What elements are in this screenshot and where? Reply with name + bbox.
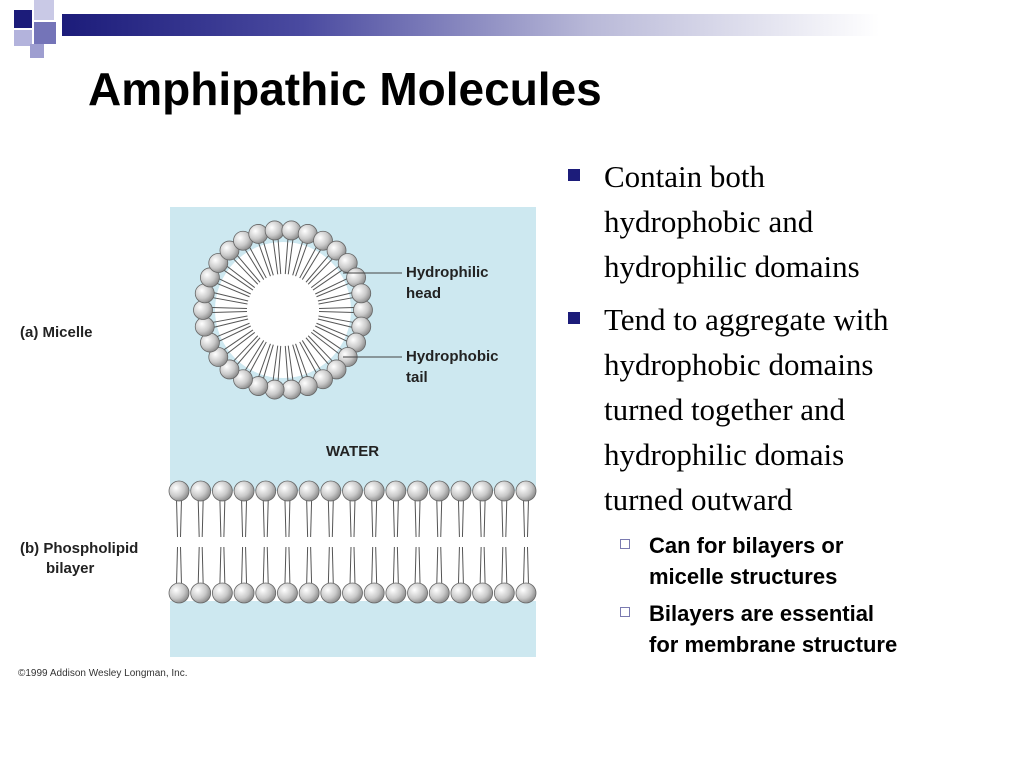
figure-canvas [0, 195, 560, 695]
hollow-square-icon [620, 607, 630, 617]
label-bilayer: bilayer [46, 560, 95, 577]
bilayer-head [516, 481, 536, 501]
micelle-head [298, 377, 317, 396]
sub-bullet-line: micelle structures [649, 564, 838, 589]
copyright-text: ©1999 Addison Wesley Longman, Inc. [18, 668, 188, 679]
bilayer-head [321, 481, 341, 501]
sub-bullet-line: for membrane structure [649, 632, 898, 657]
bilayer-head [429, 481, 449, 501]
bullet-line: hydrophobic and [604, 204, 814, 239]
bullet-line: hydrophilic domais [604, 437, 845, 472]
bilayer-head [169, 481, 189, 501]
sub-bullet-item [566, 598, 1006, 660]
bilayer-head [212, 481, 232, 501]
hollow-square-icon [620, 539, 630, 549]
bilayer-head [256, 583, 276, 603]
label-phospholipid: (b) Phospholipid [20, 540, 139, 557]
bullet-line: hydrophobic domains [604, 347, 874, 382]
bilayer-head [473, 481, 493, 501]
label-water: WATER [326, 443, 380, 460]
micelle-head [195, 317, 214, 336]
bilayer-head [169, 583, 189, 603]
amphipathic-figure [0, 195, 560, 695]
label-head: head [406, 285, 442, 302]
bilayer-head [429, 583, 449, 603]
bilayer-head [473, 583, 493, 603]
bullet-item [566, 297, 1006, 522]
bilayer-head [386, 481, 406, 501]
sub-bullet-item [566, 530, 1006, 592]
bilayer-head [212, 583, 232, 603]
bilayer-head [364, 481, 384, 501]
bullet-list [566, 154, 1006, 666]
bilayer-head [451, 481, 471, 501]
bullet-square-icon [568, 312, 580, 324]
micelle-head [194, 301, 213, 320]
bullet-item [566, 154, 1006, 289]
header-square [34, 0, 54, 20]
micelle-head [352, 284, 371, 303]
bullet-line: Contain both [604, 159, 766, 194]
micelle-head [282, 221, 301, 240]
label-micelle: (a) Micelle [20, 324, 93, 341]
bullet-line: turned outward [604, 482, 793, 517]
sub-bullet-line: Can for bilayers or [649, 533, 844, 558]
bilayer-head [191, 481, 211, 501]
bilayer-head [364, 583, 384, 603]
bilayer-head [494, 583, 514, 603]
bilayer-head [234, 481, 254, 501]
header-square [34, 22, 56, 44]
bilayer-head [343, 583, 363, 603]
bilayer-head [494, 481, 514, 501]
bilayer-head [386, 583, 406, 603]
micelle-head [282, 380, 301, 399]
slide-title: Amphipathic Molecules [88, 63, 602, 115]
bullet-line: hydrophilic domains [604, 249, 860, 284]
bilayer-head [277, 481, 297, 501]
label-hydrophilic: Hydrophilic [406, 264, 489, 281]
bilayer-head [299, 583, 319, 603]
micelle-core [215, 242, 351, 378]
header-gradient-band [62, 14, 1024, 36]
micelle-head [249, 224, 268, 243]
bilayer-head [451, 583, 471, 603]
bilayer-head [516, 583, 536, 603]
bilayer-head [299, 481, 319, 501]
bullet-square-icon [568, 169, 580, 181]
bilayer-head [408, 481, 428, 501]
label-tail: tail [406, 369, 428, 386]
bullet-line: Tend to aggregate with [604, 302, 889, 337]
sub-bullet-line: Bilayers are essential [649, 601, 875, 626]
bilayer-head [343, 481, 363, 501]
bilayer-head [277, 583, 297, 603]
micelle-head [265, 221, 284, 240]
header-square [14, 10, 32, 28]
bilayer-head [256, 481, 276, 501]
micelle-head [354, 301, 373, 320]
bilayer-head [408, 583, 428, 603]
bilayer-head [321, 583, 341, 603]
header-square [30, 44, 44, 58]
bullet-line: turned together and [604, 392, 846, 427]
bilayer-head [234, 583, 254, 603]
micelle-head [265, 380, 284, 399]
label-hydrophobic: Hydrophobic [406, 348, 499, 365]
bilayer-head [191, 583, 211, 603]
